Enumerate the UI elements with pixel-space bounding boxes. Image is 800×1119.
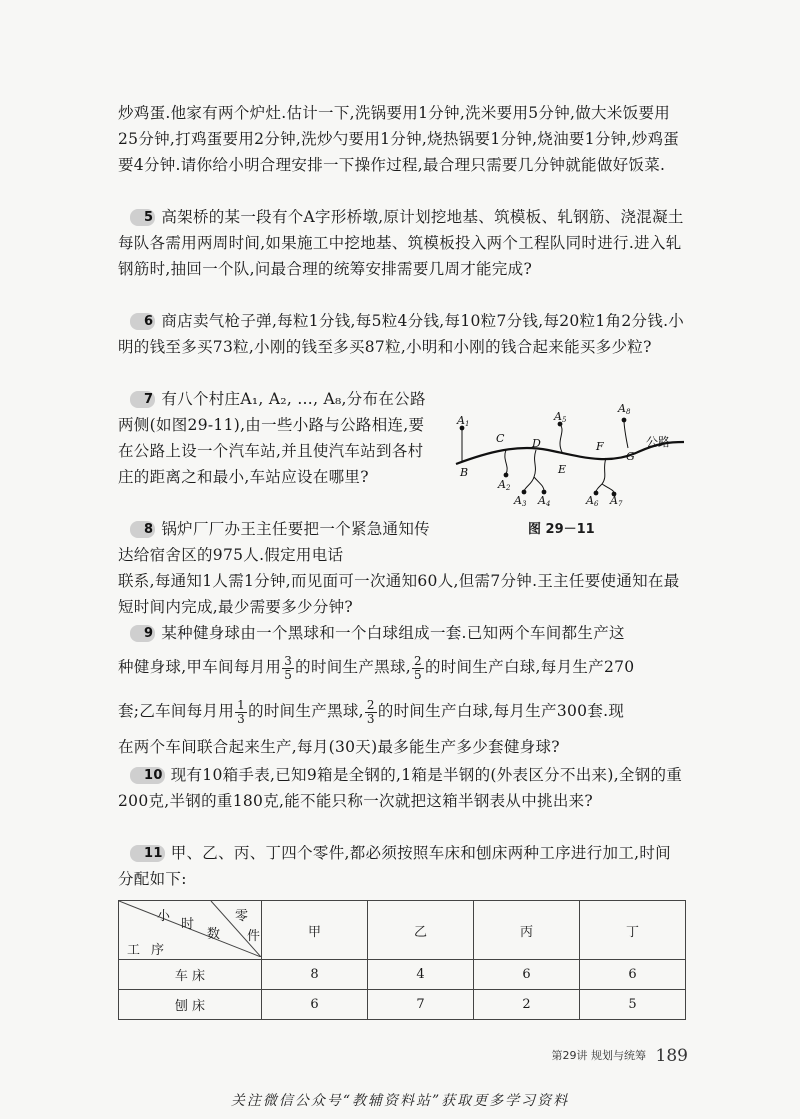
column-header: 乙	[368, 901, 474, 960]
fraction-denominator: 5	[284, 667, 293, 682]
label-a8: A8	[618, 402, 631, 416]
fraction-denominator: 3	[237, 711, 246, 726]
problem-number-badge: 6	[130, 313, 155, 330]
machining-time-table	[118, 900, 686, 1020]
column-header: 丁	[580, 901, 686, 960]
village-a3-dot	[522, 490, 527, 495]
row-label: 车 床	[119, 960, 262, 990]
problem-4-continued: 炒鸡蛋.他家有两个炉灶.估计一下,洗锅要用1分钟,洗米要用5分钟,做大米饭要用25分钟,打鸡蛋要用2分钟,洗炒勺要用1分钟,烧热锅要1分钟,烧油要1分钟,炒鸡蛋要4分钟.请你给小明合理安排一下操作过程,最合理只需要几分钟就能做好饭菜.	[118, 104, 680, 174]
village-a8-dot	[622, 418, 627, 423]
corner-text: 工	[127, 943, 141, 958]
problem-number-badge: 5	[130, 209, 155, 226]
label-b: B	[460, 466, 469, 479]
corner-text: 小	[157, 909, 171, 924]
row-label: 刨 床	[119, 990, 262, 1020]
problem-9-line-4: 在两个车间联合起来生产,每月(30天)最多能生产多少套健身球?	[118, 738, 560, 756]
path-a3	[524, 450, 536, 491]
label-c: C	[496, 432, 505, 445]
problem-number-badge: 8	[130, 521, 155, 538]
label-d: D	[532, 437, 541, 450]
problem-text: 商店卖气枪子弹,每粒1分钱,每5粒4分钱,每10粒7分钱,每20粒1角2分钱.小明的钱至多买73粒,小刚的钱至多买87粒,小明和小刚的钱合起来能买多少粒?	[118, 312, 685, 356]
fraction-denominator: 5	[414, 667, 422, 682]
table-cell: 2	[474, 990, 580, 1020]
fraction-2-3	[365, 699, 377, 726]
village-road-figure	[448, 400, 688, 510]
problem-7	[118, 386, 436, 490]
label-a4: A4	[538, 494, 551, 508]
problem-text: 的时间生产黑球,	[295, 658, 411, 676]
fraction-denominator: 3	[366, 711, 375, 726]
label-a5: A5	[554, 410, 567, 424]
corner-text: 零	[235, 909, 249, 924]
fraction-numerator: 1	[237, 697, 246, 712]
fraction-numerator: 2	[366, 697, 375, 712]
column-header: 甲	[262, 901, 368, 960]
table-cell: 5	[580, 990, 686, 1020]
label-a3: A3	[514, 494, 527, 508]
table-cell: 4	[368, 960, 474, 990]
table-row	[119, 990, 686, 1020]
footer-lecture: 第29讲	[551, 1049, 588, 1062]
problem-text: 锅炉厂厂办王主任要把一个紧急通知传达给宿舍区的975人.假定用电话	[118, 520, 430, 564]
problem-11	[118, 840, 686, 892]
problem-text: 甲、乙、丙、丁四个零件,都必须按照车床和刨床两种工序进行加工,时间分配如下:	[118, 844, 671, 888]
village-a6-dot	[594, 491, 599, 496]
fraction-numerator: 2	[414, 653, 422, 668]
problem-9-line-1	[118, 620, 686, 646]
problem-text: 有八个村庄A₁, A₂, …, A₈,分布在公路两侧(如图29-11),由一些小路与公路相连,要在公路上设一个汽车站,并且使汽车站到各村庄的距离之和最小,车站应设在哪里?	[118, 390, 426, 486]
corner-text: 时	[181, 917, 195, 932]
problem-text: 的时间生产黑球,	[248, 702, 364, 720]
fraction-1-3	[235, 699, 247, 726]
page-footer	[552, 1046, 688, 1066]
problem-9-line-2	[118, 650, 686, 684]
problem-text: 现有10箱手表,已知9箱是全钢的,1箱是半钢的(外表区分不出来),全钢的重200克,半钢的重180克,能不能只称一次就把这箱半钢表从中挑出来?	[118, 766, 683, 810]
path-a7	[602, 484, 614, 493]
problem-text: 某种健身球由一个黑球和一个白球组成一套.已知两个车间都生产这	[161, 624, 625, 642]
table-header-row	[119, 901, 686, 960]
road-label: 公路	[646, 435, 671, 449]
problem-text: 高架桥的某一段有个A字形桥墩,原计划挖地基、筑模板、轧钢筋、浇混凝土每队各需用两周时间,如果施工中挖地基、筑模板投入两个工程队同时进行.进入轧钢筋时,抽回一个队,问最合理的统筹安排需要几周才能完成?	[118, 208, 684, 278]
problem-9-line-3	[118, 694, 686, 728]
path-a2	[505, 450, 507, 474]
problem-text: 套;乙车间每月用	[118, 702, 235, 720]
path-a5	[560, 424, 562, 452]
figure-caption: 图 29－11	[528, 522, 595, 537]
path-a8	[624, 420, 628, 448]
table-cell: 8	[262, 960, 368, 990]
problem-number-badge: 10	[130, 767, 165, 784]
label-g: G	[626, 450, 635, 463]
corner-text: 件	[247, 929, 261, 944]
table-row	[119, 960, 686, 990]
problem-text: 的时间生产白球,每月生产270	[424, 658, 635, 676]
label-f: F	[596, 440, 604, 453]
footer-title: 规划与统筹	[591, 1049, 647, 1062]
problem-number-badge: 11	[130, 845, 165, 862]
label-a6: A6	[586, 494, 599, 508]
problem-5	[118, 204, 686, 282]
corner-text: 数	[207, 927, 221, 942]
problem-6	[118, 308, 686, 360]
table-cell: 6	[474, 960, 580, 990]
problem-number-badge: 9	[130, 625, 155, 642]
problem-8-part-b: 联系,每通知1人需1分钟,而见面可一次通知60人,但需7分钟.王主任要使通知在最短时间内完成,最少需要多少分钟?	[118, 572, 680, 616]
problem-text: 种健身球,甲车间每月用	[118, 658, 282, 676]
fraction-2-5	[412, 655, 424, 682]
fraction-3-5	[282, 655, 294, 682]
table-cell: 6	[262, 990, 368, 1020]
label-a7: A7	[610, 494, 623, 508]
watermark-text: 关注微信公众号“教辅资料站”获取更多学习资料	[230, 1093, 570, 1109]
problem-10	[118, 762, 686, 814]
corner-text: 序	[151, 943, 165, 958]
label-a1: A1	[457, 414, 470, 428]
column-header: 丙	[474, 901, 580, 960]
path-a6	[596, 458, 606, 492]
page-number: 189	[655, 1046, 688, 1066]
table-cell: 7	[368, 990, 474, 1020]
label-e: E	[558, 463, 567, 476]
fraction-numerator: 3	[284, 653, 293, 668]
path-a4	[534, 477, 544, 491]
problem-text: 的时间生产白球,每月生产300套.现	[377, 702, 625, 720]
label-a2: A2	[498, 478, 511, 492]
problem-8-part-a	[118, 516, 436, 568]
problem-number-badge: 7	[130, 391, 155, 408]
village-a2-dot	[504, 473, 509, 478]
table-corner-cell	[119, 901, 262, 960]
table-cell: 6	[580, 960, 686, 990]
